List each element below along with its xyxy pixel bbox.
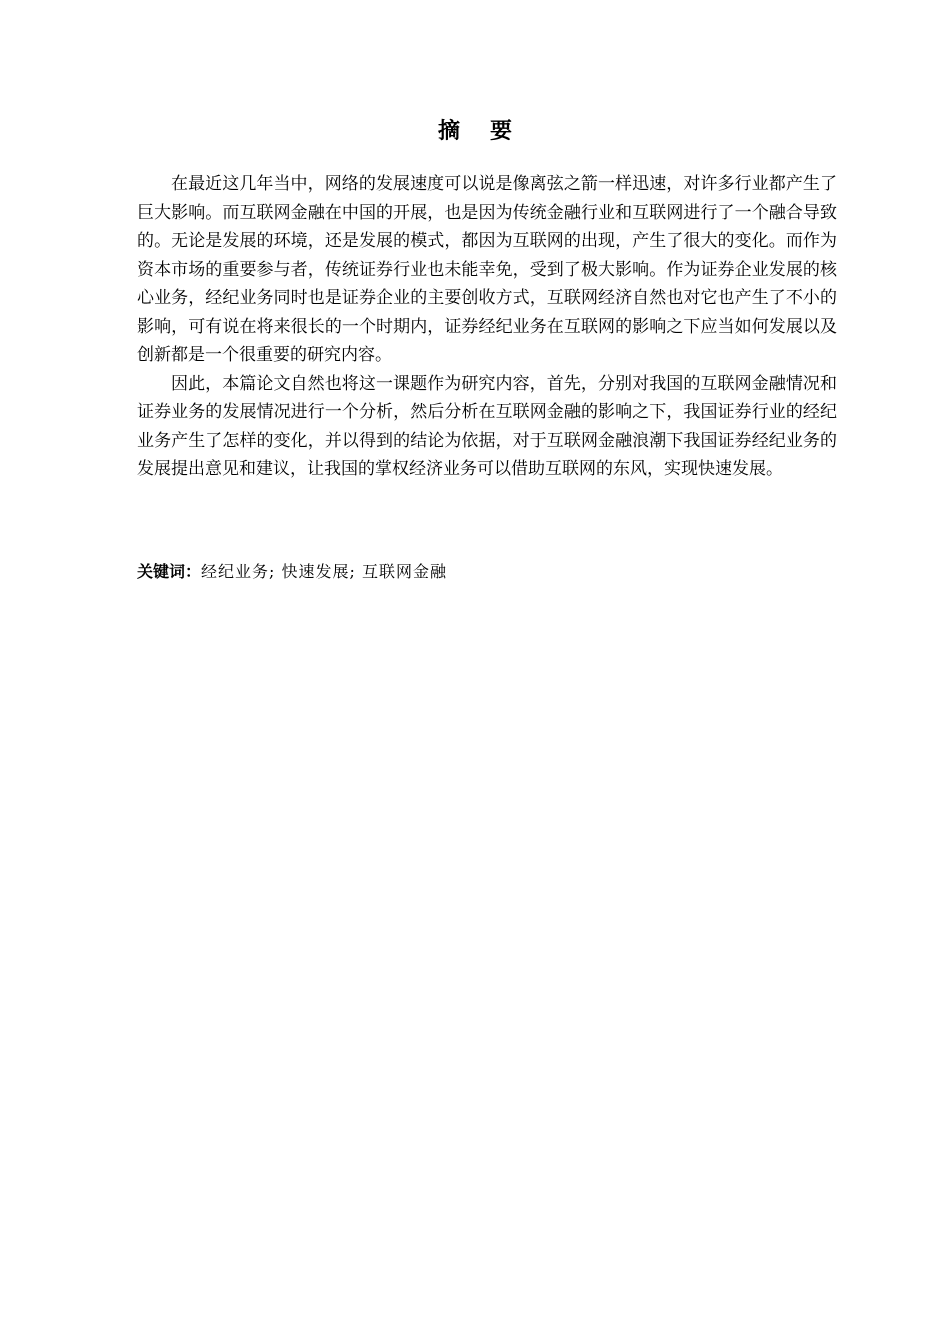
keywords-label: 关键词： (137, 562, 202, 581)
keywords-line (137, 560, 837, 584)
abstract-body (137, 170, 837, 484)
page-title: 摘要 (437, 119, 542, 144)
keywords-text: 经纪业务; 快速发展; 互联网金融 (201, 562, 447, 581)
abstract-paragraph-2: 因此，本篇论文自然也将这一课题作为研究内容，首先，分别对我国的互联网金融情况和证券业务的发展情况进行一个分析，然后分析在互联网金融的影响之下，我国证券行业的经纪业务产生了怎样的变化，并以得到的结论为依据，对于互联网金融浪潮下我国证券经纪业务的发展提出意见和建议，让我国的掌权经济业务可以借助互联网的东风，实现快速发展。 (137, 373, 837, 479)
abstract-paragraph-1: 在最近这几年当中，网络的发展速度可以说是像离弦之箭一样迅速，对许多行业都产生了巨大影响。而互联网金融在中国的开展，也是因为传统金融行业和互联网进行了一个融合导致的。无论是发展的环境，还是发展的模式，都因为互联网的出现，产生了很大的变化。而作为资本市场的重要参与者，传统证券行业也未能幸免，受到了极大影响。作为证券企业发展的核心业务，经纪业务同时也是证券企业的主要创收方式，互联网经济自然也对它也产生了不小的影响，可有说在将来很长的一个时期内，证券经纪业务在互联网的影响之下应当如何发展以及创新都是一个很重要的研究内容。 (137, 174, 837, 365)
